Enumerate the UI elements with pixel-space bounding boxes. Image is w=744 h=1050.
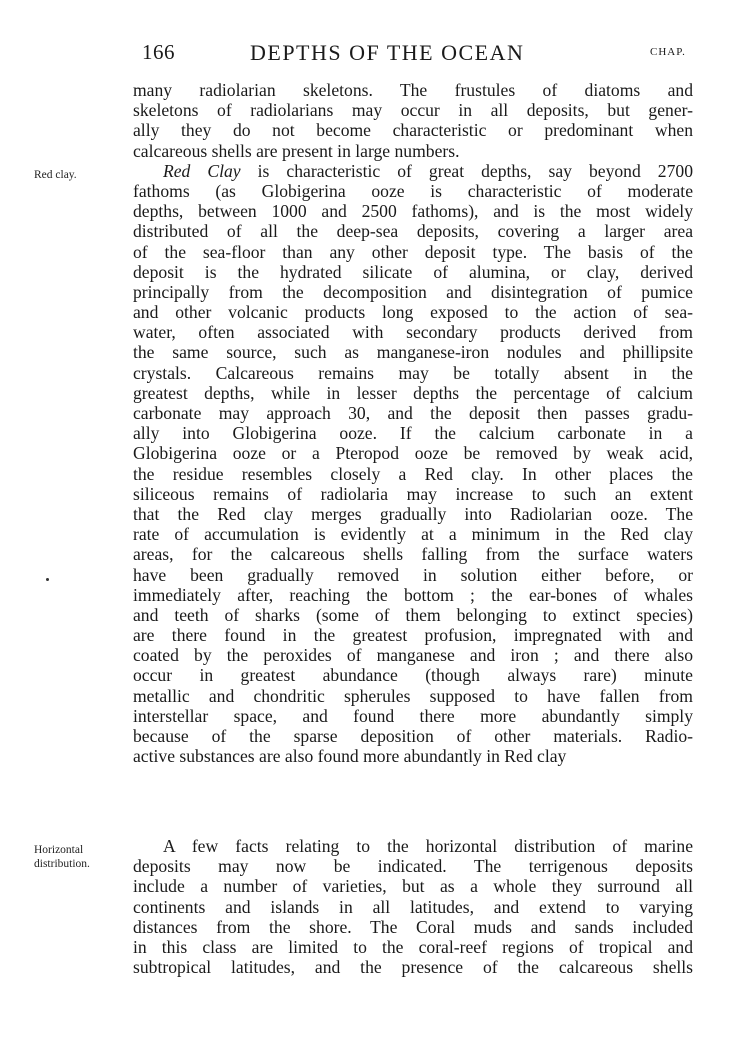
text-line: occur in greatest abundance (though always rare) minute xyxy=(133,665,693,686)
text-line: fathoms (as Globigerina ooze is characteristic of moderate xyxy=(133,180,693,201)
text-line: of the sea-floor than any other deposit type. The basis of the xyxy=(133,241,693,262)
text-line: Globigerina ooze or a Pteropod ooze be removed by weak acid, xyxy=(133,443,693,464)
text-line: principally from the decomposition and disintegration of pumice xyxy=(133,281,693,302)
text-line: and teeth of sharks (some of them belonging to extinct species) xyxy=(133,604,693,625)
paragraph-continuation xyxy=(133,80,693,161)
text-line: metallic and chondritic spherules supposed to have fallen from xyxy=(133,685,693,706)
chapter-abbrev: CHAP. xyxy=(650,46,686,58)
text-line xyxy=(133,161,693,181)
body-text-main xyxy=(133,80,693,766)
marginal-note-horizontal-distribution xyxy=(34,843,90,871)
text-line: the same source, such as manganese-iron nodules and phillipsite xyxy=(133,342,693,363)
text-line: skeletons of radiolarians may occur in all deposits, but gener- xyxy=(133,100,693,121)
text-line: deposit is the hydrated silicate of alumina, or clay, derived xyxy=(133,261,693,282)
text-line: A few facts relating to the horizontal distribution of marine xyxy=(163,836,693,856)
text-line: continents and islands in all latitudes, and extend to varying xyxy=(133,896,693,917)
text-line: coated by the peroxides of manganese and iron ; and there also xyxy=(133,645,693,666)
text-line: crystals. Calcareous remains may be totally absent in the xyxy=(133,362,693,383)
text-line: subtropical latitudes, and the presence of the calcareous shells xyxy=(133,957,693,978)
text-line: distances from the shore. The Coral muds and sands included xyxy=(133,916,693,937)
stray-mark xyxy=(46,578,49,581)
marginal-note-line: distribution. xyxy=(34,858,90,870)
text-line: are there found in the greatest profusion, impregnated with and xyxy=(133,625,693,646)
marginal-note-red-clay: Red clay. xyxy=(34,169,77,181)
text-line: distributed of all the deep-sea deposits, covering a larger area xyxy=(133,221,693,242)
text-line: have been gradually removed in solution either before, or xyxy=(133,564,693,585)
text-line: rate of accumulation is evidently at a minimum in the Red clay xyxy=(133,524,693,545)
text-line: carbonate may approach 30, and the deposit then passes gradu- xyxy=(133,403,693,423)
text-line: active substances are also found more abundantly in Red clay xyxy=(133,746,567,767)
text-line: calcareous shells are present in large numbers. xyxy=(133,140,460,161)
text-line: ally they do not become characteristic or predominant when xyxy=(133,120,693,141)
text-line: that the Red clay merges gradually into Radiolarian ooze. The xyxy=(133,503,693,524)
text-fragment: is characteristic of great depths, say beyond 2700 xyxy=(240,160,693,181)
text-line: ally into Globigerina ooze. If the calcium carbonate in a xyxy=(133,423,693,444)
text-line: depths, between 1000 and 2500 fathoms), and is the most widely xyxy=(133,201,693,222)
text-line: greatest depths, while in lesser depths the percentage of calcium xyxy=(133,382,693,403)
text-line: because of the sparse deposition of other materials. Radio- xyxy=(133,726,693,746)
page-number: 166 xyxy=(142,40,175,64)
text-line: interstellar space, and found there more abundantly simply xyxy=(133,705,693,726)
text-line: deposits may now be indicated. The terrigenous deposits xyxy=(133,856,693,877)
text-line: include a number of varieties, but as a whole they surround all xyxy=(133,876,693,897)
running-header xyxy=(0,40,744,68)
text-line: siliceous remains of radiolaria may increase to such an extent xyxy=(133,483,693,504)
marginal-note-line: Horizontal xyxy=(34,844,84,856)
text-line: the residue resembles closely a Red clay. In other places the xyxy=(133,463,693,484)
text-line: water, often associated with secondary products derived from xyxy=(133,322,693,343)
term-red-clay: Red Clay xyxy=(163,160,241,181)
text-line: many radiolarian skeletons. The frustules of diatoms and xyxy=(133,80,693,100)
body-text-horizontal-distribution xyxy=(133,836,693,977)
text-line: areas, for the calcareous shells falling from the surface waters xyxy=(133,544,693,565)
text-line: in this class are limited to the coral-reef regions of tropical and xyxy=(133,936,693,957)
text-line: and other volcanic products long exposed to the action of sea- xyxy=(133,302,693,323)
running-title: DEPTHS OF THE OCEAN xyxy=(250,40,525,65)
text-line: immediately after, reaching the bottom ; the ear-bones of whales xyxy=(133,584,693,605)
paragraph-red-clay xyxy=(133,161,693,767)
